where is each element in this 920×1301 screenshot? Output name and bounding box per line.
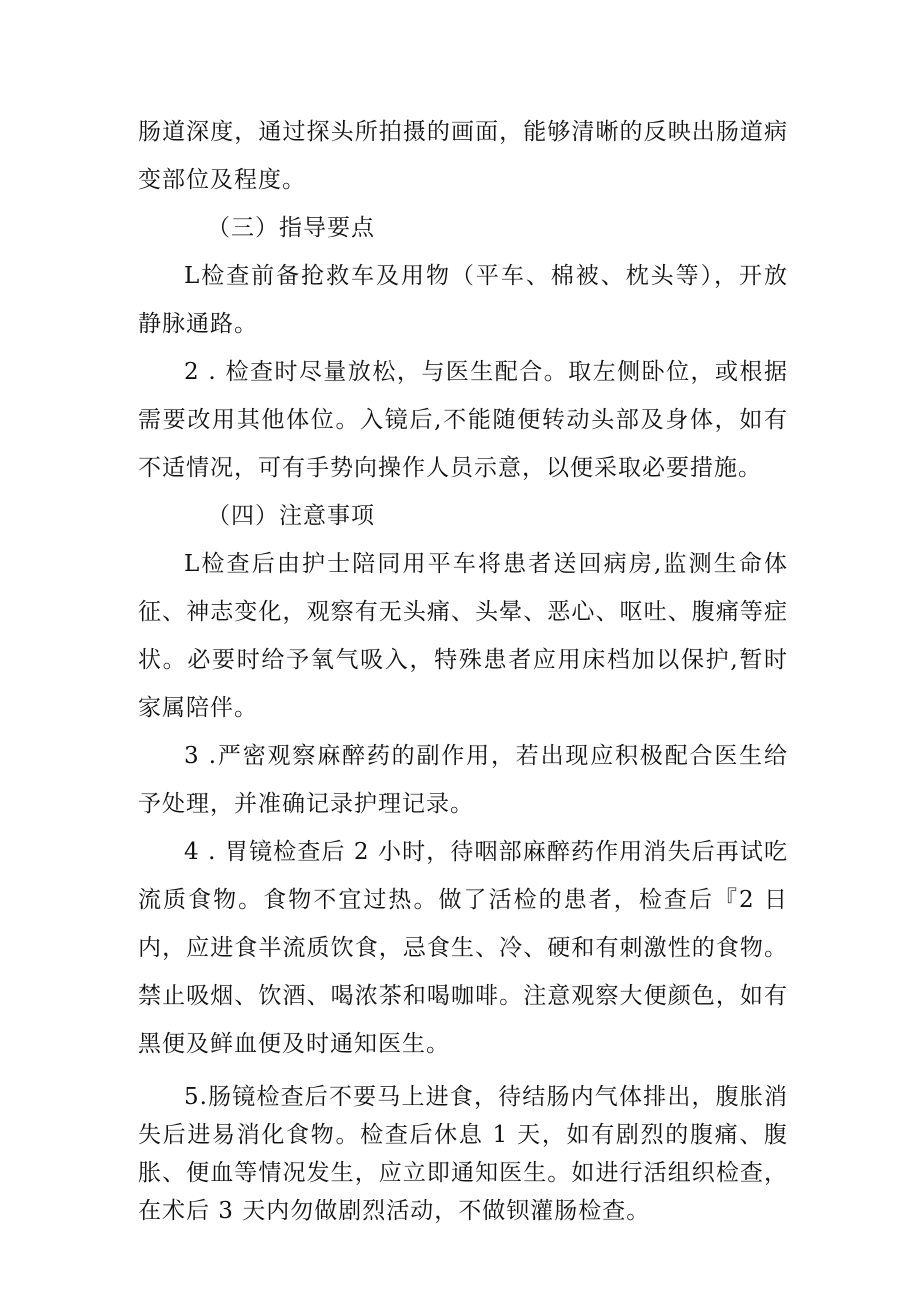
paragraph-guidance-2: 2 . 检查时尽量放松，与医生配合。取左侧卧位，或根据需要改用其他体位。入镜后,不能随便转动头部及身体，如有不适情况，可有手势向操作人员示意，以便采取必要措施。 — [138, 359, 788, 481]
paragraph-precaution-4: 4 . 胃镜检查后 2 小时，待咽部麻醉药作用消失后再试吃流质食物。食物不宜过热。做了活检的患者，检查后『2 日内，应进食半流质饮食，忌食生、冷、硬和有刺激性的食物。禁止吸烟、饮酒、喝浓茶和喝咖啡。注意观察大便颜色，如有黑便及鲜血便及时通知医生。 — [138, 839, 788, 1057]
document-body — [138, 108, 788, 1230]
paragraph-guidance-1: L检查前备抢救车及用物（平车、棉被、枕头等），开放静脉通路。 — [138, 263, 788, 337]
section-heading-guidance: （三）指导要点 — [207, 215, 375, 241]
paragraph-precaution-5: 5.肠镜检查后不要马上进食，待结肠内气体排出，腹胀消失后进易消化食物。检查后休息 1 天，如有剧烈的腹痛、腹胀、便血等情况发生，应立即通知医生。如进行活组织检查，在术后 3 天内勿做剧烈活动，不做钡灌肠检查。 — [138, 1084, 788, 1224]
section-heading-precautions: （四）注意事项 — [207, 503, 375, 529]
paragraph-precaution-1: L检查后由护士陪同用平车将患者送回病房,监测生命体征、神志变化，观察有无头痛、头晕、恶心、呕吐、腹痛等症状。必要时给予氧气吸入，特殊患者应用床档加以保护,暂时家属陪伴。 — [138, 551, 788, 721]
paragraph-precaution-3: 3 .严密观察麻醉药的副作用，若出现应积极配合医生给予处理，并准确记录护理记录。 — [138, 743, 788, 817]
paragraph-intestinal-depth: 肠道深度，通过探头所拍摄的画面，能够清晰的反映出肠道病变部位及程度。 — [138, 119, 788, 193]
